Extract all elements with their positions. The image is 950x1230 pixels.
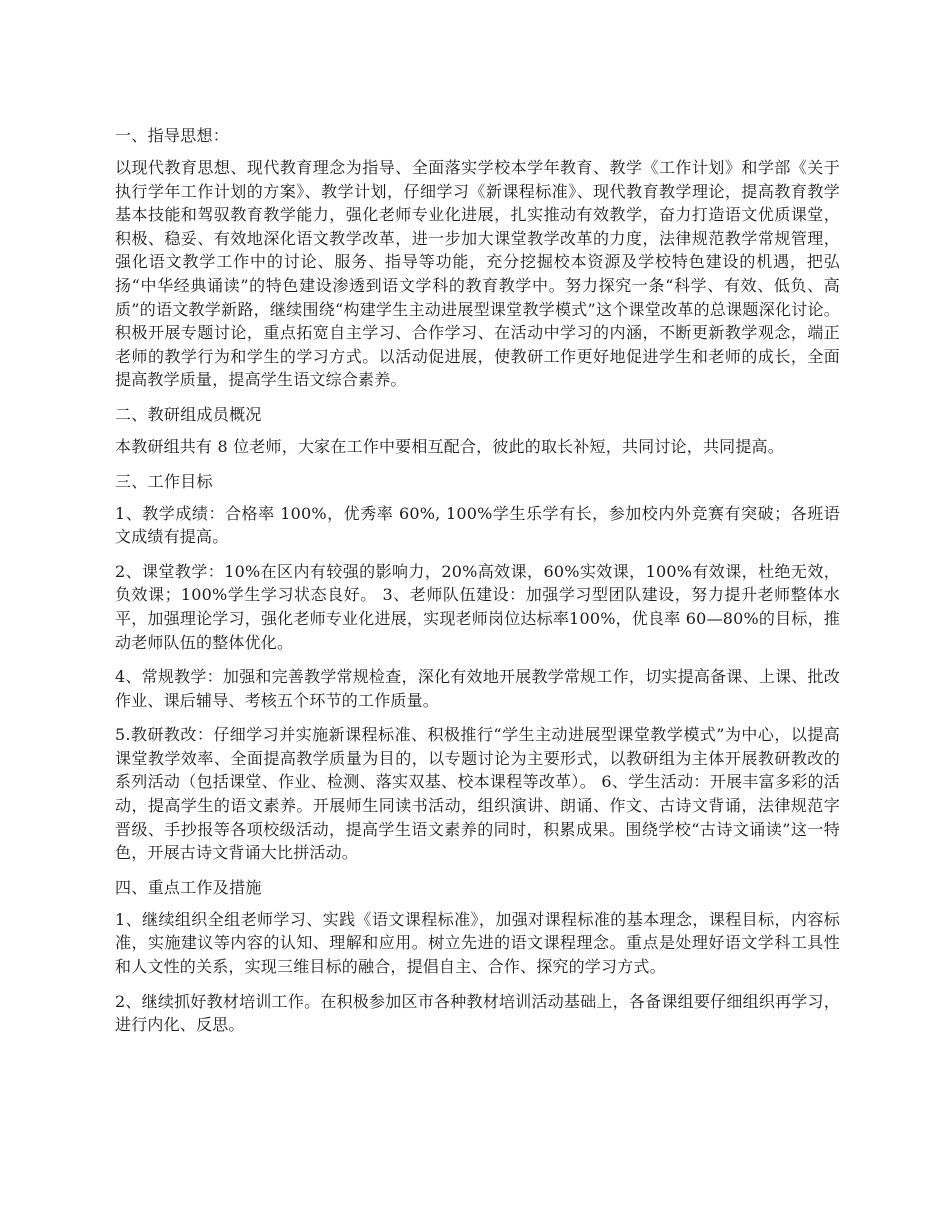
- work-goal-classroom-teaching: 2、课堂教学：10%在区内有较强的影响力，20%高效课，60%实效课，100%有效课，杜绝无效，负效课；100%学生学习状态良好。 3、老师队伍建设：加强学习型团队建设，努力提升老师整体水平，加强理论学习，强化老师专业化进展，实现老师岗位达标率100%，优良率 60—80%的目标，推动老师队伍的整体优化。: [115, 561, 840, 652]
- key-work-item-2: 2、继续抓好教材培训工作。在积极参加区市各种教材培训活动基础上，各备课组要仔细组织再学习，进行内化、反思。: [115, 991, 840, 1035]
- team-overview-paragraph: 本教研组共有 8 位老师，大家在工作中要相互配合，彼此的取长补短，共同讨论，共同提高。: [115, 436, 784, 456]
- section-heading-key-work: 四、重点工作及措施: [115, 877, 262, 897]
- document-page: [115, 124, 840, 1048]
- guiding-thought-paragraph: 以现代教育思想、现代教育理念为指导、全面落实学校本学年教育、教学《工作计划》和学部《关于执行学年工作计划的方案》、教学计划，仔细学习《新课程标准》、现代教育教学理论，提高教育教学基本技能和驾驭教育教学能力，强化老师专业化进展，扎实推动有效教学，奋力打造语文优质课堂，积极、稳妥、有效地深化语文教学改革，进一步加大课堂教学改革的力度，法律规范教学常规管理，强化语文教学工作中的讨论、服务、指导等功能，充分挖掘校本资源及学校特色建设的机遇，把弘扬“中华经典诵读”的特色建设渗透到语文学科的教育教学中。努力探究一条“科学、有效、低负、高质”的语文教学新路，继续围绕“构建学生主动进展型课堂教学模式”这个课堂改革的总课题深化讨论。积极开展专题讨论，重点拓宽自主学习、合作学习、在活动中学习的内涵，不断更新教学观念，端正老师的教学行为和学生的学习方式。以活动促进展，使教研工作更好地促进学生和老师的成长，全面提高教学质量，提高学生语文综合素养。: [115, 158, 840, 390]
- section-heading-team-overview: 二、教研组成员概况: [115, 404, 262, 424]
- key-work-item-1: 1、继续组织全组老师学习、实践《语文课程标准》，加强对课程标准的基本理念，课程目标，内容标准，实施建议等内容的认知、理解和应用。树立先进的语文课程理念。重点是处理好语文学科工具性和人文性的关系，实现三维目标的融合，提倡自主、合作、探究的学习方式。: [115, 909, 840, 977]
- section-heading-work-goals: 三、工作目标: [115, 471, 213, 491]
- work-goal-teaching-results: 1、教学成绩：合格率 100%，优秀率 60%, 100%学生乐学有长，参加校内外竞赛有突破；各班语文成绩有提高。: [115, 503, 840, 547]
- work-goal-routine-teaching: 4、常规教学：加强和完善教学常规检查，深化有效地开展教学常规工作，切实提高备课、上课、批改作业、课后辅导、考核五个环节的工作质量。: [115, 667, 840, 710]
- section-heading-guiding-thought: 一、指导思想：: [115, 126, 230, 145]
- work-goal-teaching-research: 5.教研教改：仔细学习并实施新课程标准、积极推行“学生主动进展型课堂教学模式”为中心，以提高课堂教学效率、全面提高教学质量为目的，以专题讨论为主要形式，以教研组为主体开展教研教改的系列活动（包括课堂、作业、检测、落实双基、校本课程等改革）。 6、学生活动：开展丰富多彩的活动，提高学生的语文素养。开展师生同读书活动，组织演讲、朗诵、作文、古诗文背诵，法律规范字晋级、手抄报等各项校级活动，提高学生语文素养的同时，积累成果。围绕学校“古诗文诵读”这一特色，开展古诗文背诵大比拼活动。: [115, 725, 840, 863]
